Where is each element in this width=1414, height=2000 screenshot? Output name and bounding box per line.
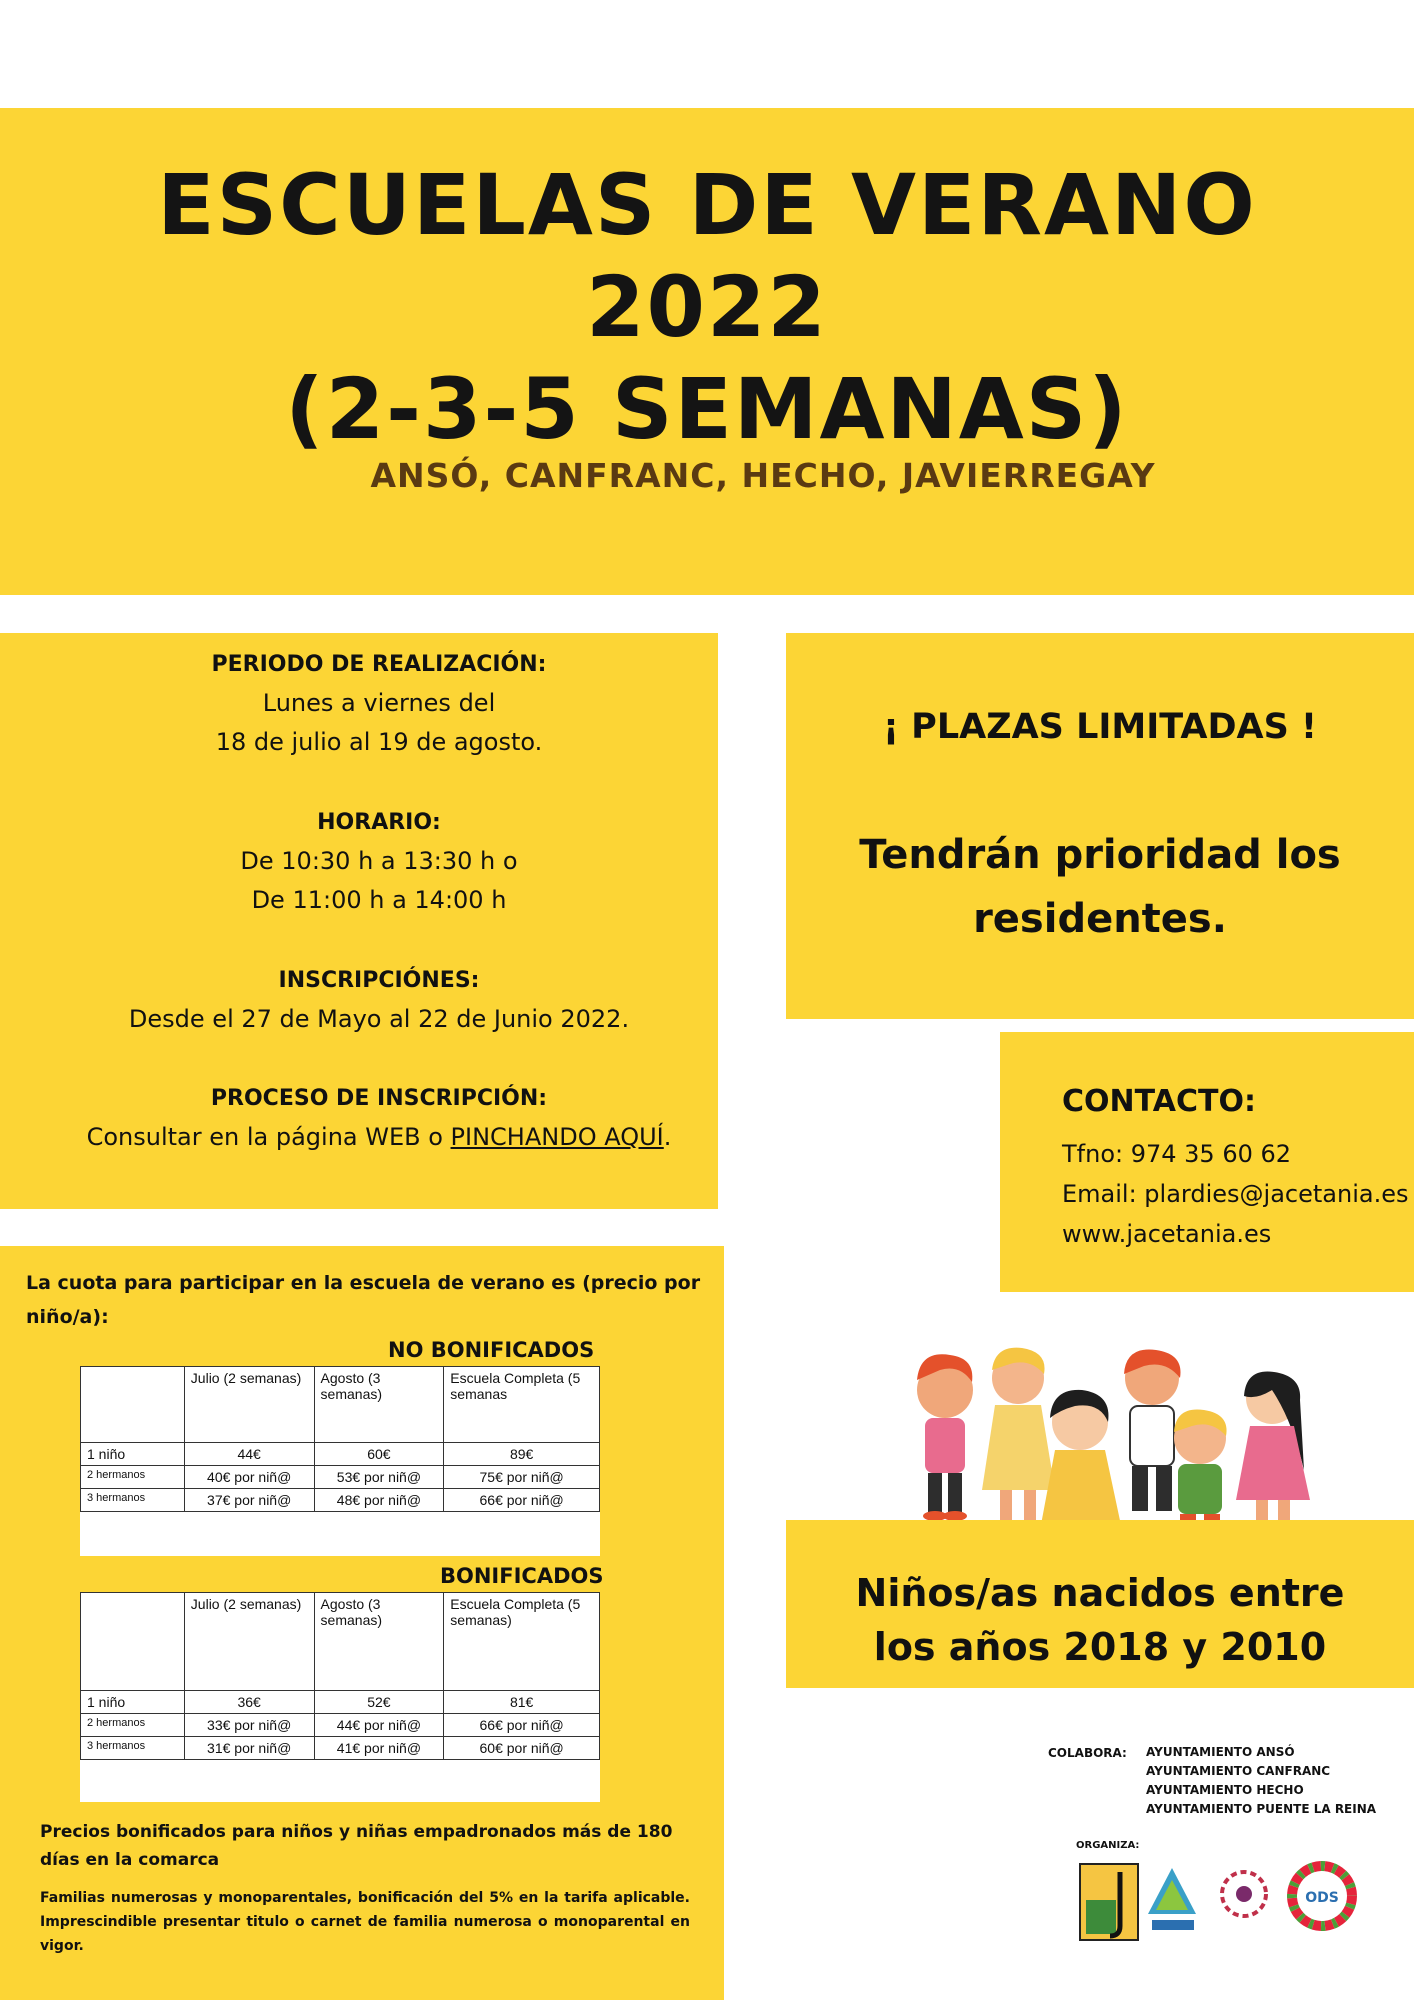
price-cell: 52€ bbox=[314, 1691, 444, 1714]
title-line-3: (2-3-5 SEMANAS) bbox=[285, 360, 1129, 458]
prioridad-line-2: residentes. bbox=[973, 896, 1227, 942]
price-cell: 33€ por niñ@ bbox=[184, 1714, 314, 1737]
periodo-line-1: Lunes a viernes del bbox=[262, 689, 496, 717]
plazas-limitadas: ¡ PLAZAS LIMITADAS ! bbox=[883, 707, 1317, 747]
table-header-cell: Julio (2 semanas) bbox=[184, 1593, 314, 1691]
towns-subtitle: ANSÓ, CANFRANC, HECHO, JAVIERREGAY bbox=[370, 456, 1156, 495]
table-header-row bbox=[81, 1593, 600, 1691]
contact-email[interactable]: Email: plardies@jacetania.es bbox=[1062, 1180, 1409, 1208]
table-header-row bbox=[81, 1367, 600, 1443]
prioridad-line-1: Tendrán prioridad los bbox=[859, 832, 1341, 878]
table-header-cell: Agosto (3 semanas) bbox=[314, 1593, 444, 1691]
proceso-end: . bbox=[663, 1123, 672, 1151]
periodo-line-2: 18 de julio al 19 de agosto. bbox=[215, 728, 543, 756]
table-row bbox=[81, 1714, 600, 1737]
proceso-section bbox=[0, 1079, 758, 1157]
table-header-cell: Escuela Completa (5 semanas bbox=[444, 1367, 600, 1443]
title-line-2: 2022 bbox=[586, 258, 828, 356]
price-cell: 44€ bbox=[184, 1443, 314, 1466]
ods-logo-text: ODS bbox=[1305, 1890, 1339, 1906]
row-label: 3 hermanos bbox=[81, 1489, 185, 1512]
table-row bbox=[81, 1737, 600, 1760]
price-cell: 53€ por niñ@ bbox=[314, 1466, 444, 1489]
price-cell: 37€ por niñ@ bbox=[184, 1489, 314, 1512]
bonificados-note: Precios bonificados para niños y niñas empadronados más de 180 días en la comarca bbox=[40, 1822, 673, 1870]
born-line-2: los años 2018 y 2010 bbox=[873, 1625, 1327, 1669]
table-header-cell: Escuela Completa (5 semanas) bbox=[444, 1593, 600, 1691]
organiza-label: ORGANIZA: bbox=[1076, 1840, 1140, 1851]
table-header-cell: Agosto (3 semanas) bbox=[314, 1367, 444, 1443]
bonificados-table bbox=[80, 1592, 600, 1760]
no-bonificados-table-wrap bbox=[80, 1366, 600, 1556]
prioridad-text bbox=[786, 823, 1414, 951]
horario-line-1: De 10:30 h a 13:30 h o bbox=[240, 847, 518, 875]
prices-intro-text: La cuota para participar en la escuela de verano es bbox=[26, 1272, 583, 1294]
table-row bbox=[81, 1466, 600, 1489]
horario-label: HORARIO: bbox=[317, 810, 441, 835]
kid-figure bbox=[1236, 1372, 1310, 1541]
table-header-cell: Julio (2 semanas) bbox=[184, 1367, 314, 1443]
born-line-1: Niños/as nacidos entre bbox=[855, 1571, 1345, 1615]
price-cell: 89€ bbox=[444, 1443, 600, 1466]
periodo-label: PERIODO DE REALIZACIÓN: bbox=[211, 652, 547, 677]
contact-heading: CONTACTO: bbox=[1062, 1084, 1256, 1119]
table-header-cell bbox=[81, 1593, 185, 1691]
colaborador-item: AYUNTAMIENTO CANFRANC bbox=[1146, 1764, 1331, 1778]
born-panel bbox=[786, 1520, 1414, 1688]
header-banner bbox=[0, 108, 1414, 595]
price-cell: 44€ por niñ@ bbox=[314, 1714, 444, 1737]
price-cell: 81€ bbox=[444, 1691, 600, 1714]
familias-note: Familias numerosas y monoparentales, bonificación del 5% en la tarifa aplicable. Imprescindible presentar titulo o carnet de familia numerosa o monoparental en vigor. bbox=[40, 1890, 690, 1954]
price-cell: 41€ por niñ@ bbox=[314, 1737, 444, 1760]
price-cell: 66€ por niñ@ bbox=[444, 1714, 600, 1737]
price-cell: 48€ por niñ@ bbox=[314, 1489, 444, 1512]
price-cell: 36€ bbox=[184, 1691, 314, 1714]
kid-figure bbox=[1124, 1350, 1181, 1512]
organizer-logos bbox=[1076, 1856, 1376, 1944]
plazas-panel bbox=[786, 633, 1414, 1019]
table-row bbox=[81, 1489, 600, 1512]
plan-logo bbox=[1222, 1872, 1266, 1916]
row-label: 3 hermanos bbox=[81, 1737, 185, 1760]
prices-intro-bold: (precio por niño/a): bbox=[26, 1272, 701, 1328]
horario-section bbox=[0, 803, 758, 920]
contact-phone[interactable]: Tfno: 974 35 60 62 bbox=[1062, 1140, 1292, 1168]
row-label: 2 hermanos bbox=[81, 1466, 185, 1489]
colabora-label: COLABORA: bbox=[1048, 1746, 1127, 1760]
price-cell: 60€ por niñ@ bbox=[444, 1737, 600, 1760]
kid-figure bbox=[917, 1354, 973, 1521]
price-cell: 60€ bbox=[314, 1443, 444, 1466]
table-header-cell bbox=[81, 1367, 185, 1443]
pinchando-aqui-link[interactable]: PINCHANDO AQUÍ bbox=[450, 1123, 664, 1151]
contact-panel bbox=[1000, 1032, 1414, 1292]
bonificados-title: BONIFICADOS bbox=[440, 1564, 604, 1588]
info-panel bbox=[0, 633, 718, 1209]
periodo-section bbox=[0, 645, 758, 762]
inscripciones-section bbox=[0, 961, 758, 1039]
table-row bbox=[81, 1691, 600, 1714]
title-line-1: ESCUELAS DE VERANO bbox=[157, 156, 1257, 254]
row-label: 1 niño bbox=[81, 1443, 185, 1466]
price-cell: 75€ por niñ@ bbox=[444, 1466, 600, 1489]
bonificados-table-wrap bbox=[80, 1592, 600, 1802]
price-cell: 66€ por niñ@ bbox=[444, 1489, 600, 1512]
juventud-logo bbox=[1148, 1868, 1196, 1930]
proceso-line bbox=[0, 1118, 758, 1157]
proceso-text: Consultar en la página WEB o bbox=[86, 1123, 451, 1151]
horario-line-2: De 11:00 h a 14:00 h bbox=[251, 886, 507, 914]
price-cell: 40€ por niñ@ bbox=[184, 1466, 314, 1489]
colaborador-item: AYUNTAMIENTO PUENTE LA REINA bbox=[1146, 1802, 1377, 1816]
page-title bbox=[0, 154, 1414, 460]
prices-intro bbox=[26, 1266, 706, 1334]
price-cell: 31€ por niñ@ bbox=[184, 1737, 314, 1760]
inscripciones-label: INSCRIPCIÓNES: bbox=[278, 968, 480, 993]
prices-panel bbox=[0, 1246, 724, 2000]
colaborador-item: AYUNTAMIENTO ANSÓ bbox=[1146, 1745, 1295, 1759]
colaborador-item: AYUNTAMIENTO HECHO bbox=[1146, 1783, 1304, 1797]
born-text bbox=[786, 1566, 1414, 1674]
row-label: 1 niño bbox=[81, 1691, 185, 1714]
row-label: 2 hermanos bbox=[81, 1714, 185, 1737]
jacetania-logo bbox=[1080, 1864, 1138, 1940]
no-bonificados-table bbox=[80, 1366, 600, 1512]
inscripciones-line: Desde el 27 de Mayo al 22 de Junio 2022. bbox=[128, 1005, 630, 1033]
proceso-label: PROCESO DE INSCRIPCIÓN: bbox=[210, 1086, 548, 1111]
kid-figure bbox=[982, 1348, 1055, 1535]
contact-web[interactable]: www.jacetania.es bbox=[1062, 1220, 1272, 1248]
no-bonificados-title: NO BONIFICADOS bbox=[388, 1338, 595, 1362]
table-row bbox=[81, 1443, 600, 1466]
colaboradores-list bbox=[1146, 1743, 1376, 1819]
ods-logo bbox=[1292, 1866, 1352, 1926]
